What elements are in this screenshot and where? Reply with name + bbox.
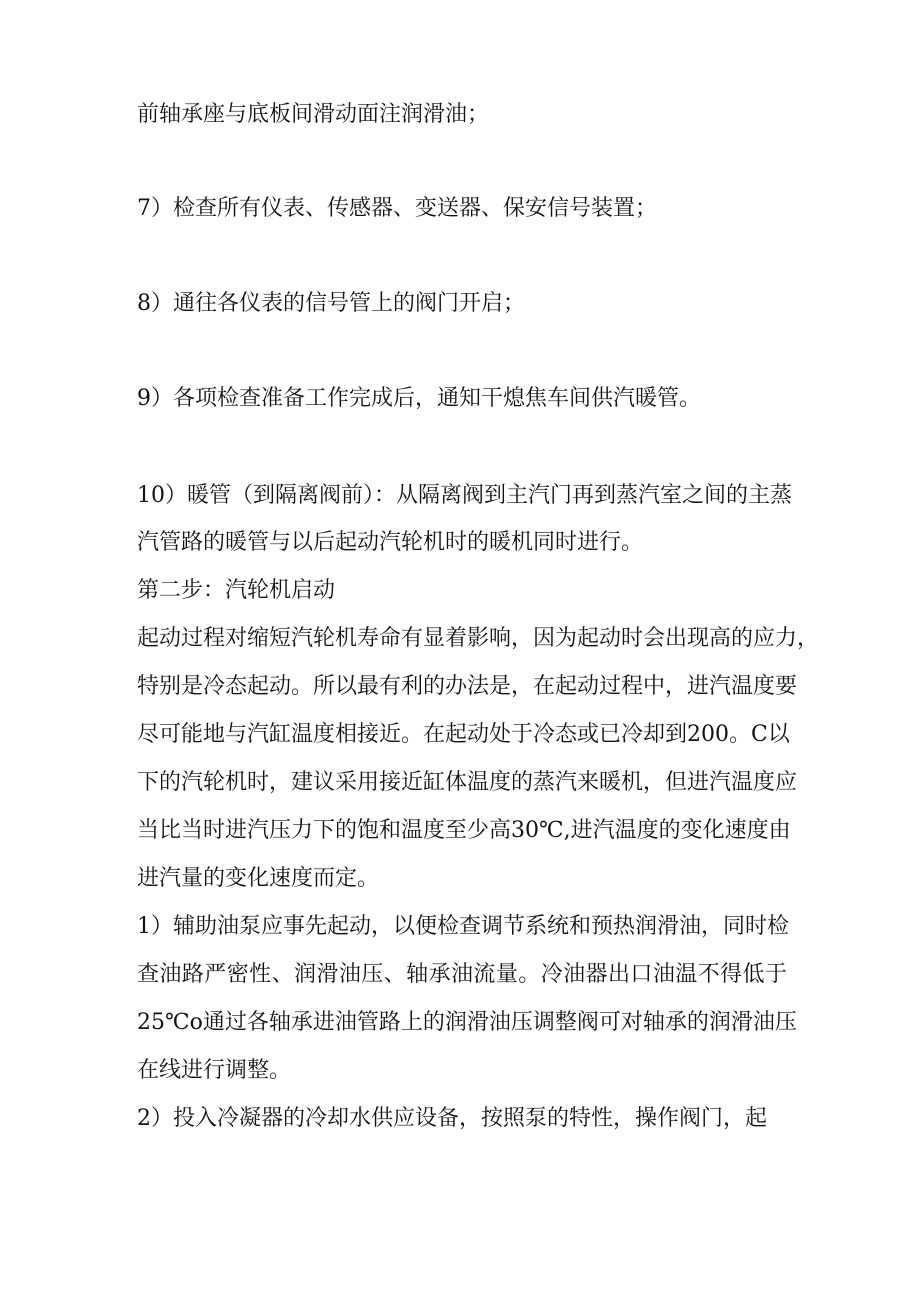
text-line-11: 下的汽轮机时，建议采用接近缸体温度的蒸汽来暖机，但进汽温度应 (137, 770, 798, 795)
text-line-6: 汽管路的暖管与以后起动汽轮机时的暖机同时进行。 (137, 530, 644, 555)
text-line-5: 10）暖管（到隔离阀前）：从隔离阀到主汽门再到蒸汽室之间的主蒸 (137, 483, 792, 508)
section-heading: 第二步：汽轮机启动 (137, 578, 336, 603)
text-line-15: 查油路严密性、润滑油压、轴承油流量。冷油器出口油温不得低于 (137, 962, 787, 987)
text-line-8: 起动过程对缩短汽轮机寿命有显着影响，因为起动时会出现高的应力， (137, 626, 820, 651)
text-line-10: 尽可能地与汽缸温度相接近。在起动处于冷态或已冷却到200。C以 (137, 722, 790, 747)
text-line-12: 当比当时进汽压力下的饱和温度至少高30℃,进汽温度的变化速度由 (137, 818, 791, 843)
text-line-9: 特别是冷态起动。所以最有利的办法是，在起动过程中，进汽温度要 (137, 674, 798, 699)
text-line-1: 前轴承座与底板间滑动面注润滑油； (137, 102, 490, 127)
text-line-18: 2）投入冷凝器的冷却水供应设备，按照泵的特性，操作阀门，起 (137, 1106, 767, 1131)
text-line-17: 在线进行调整。 (137, 1058, 292, 1083)
text-line-13: 进汽量的变化速度而定。 (137, 866, 380, 891)
text-line-2: 7）检查所有仪表、传感器、变送器、保安信号装置； (137, 196, 657, 221)
text-line-4: 9）各项检查准备工作完成后，通知干熄焦车间供汽暖管。 (137, 386, 701, 411)
text-line-16: 25℃o通过各轴承进油管路上的润滑油压调整阀可对轴承的润滑油压 (137, 1010, 797, 1035)
text-line-14: 1）辅助油泵应事先起动，以便检查调节系统和预热润滑油，同时检 (137, 914, 789, 939)
text-line-3: 8）通往各仪表的信号管上的阀门开启； (137, 291, 525, 316)
